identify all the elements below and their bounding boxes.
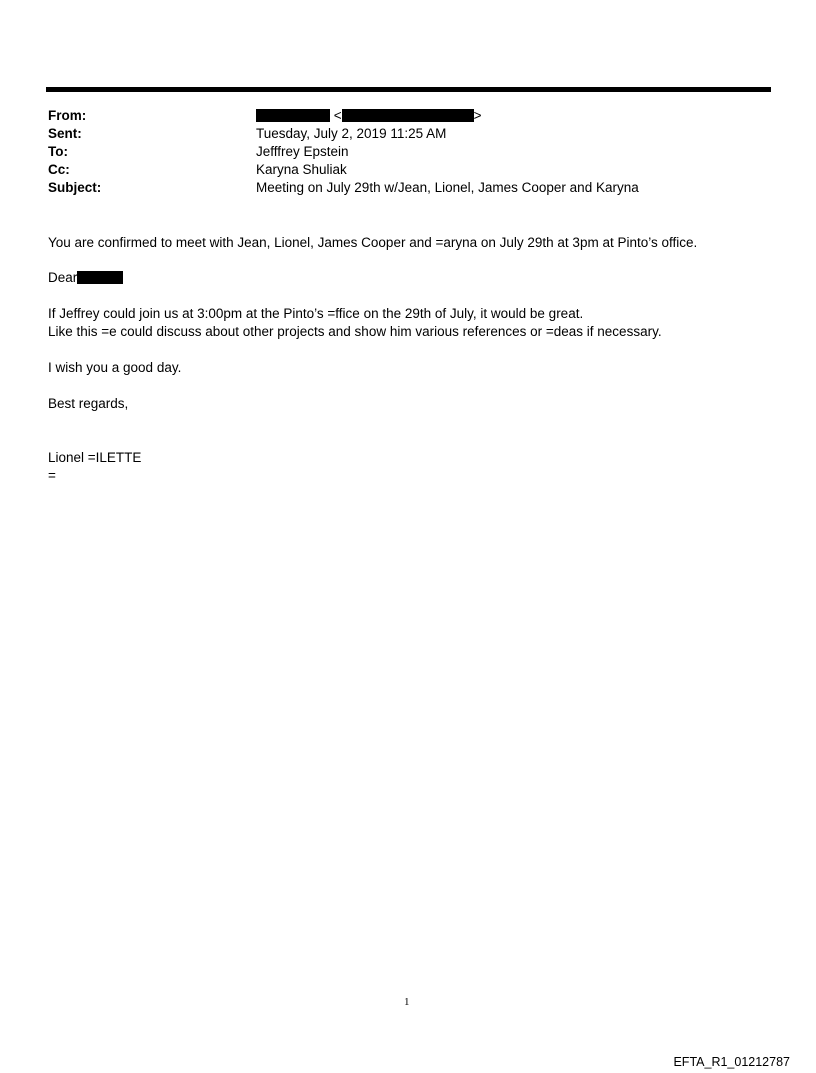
signature-extra: = [48,468,56,483]
subject-label: Subject: [48,180,102,195]
redaction-box [256,109,330,122]
to-label: To: [48,144,68,159]
sent-label: Sent: [48,126,82,141]
cc-value: Karyna Shuliak [256,162,347,177]
redaction-box [342,109,474,122]
sent-value: Tuesday, July 2, 2019 11:25 AM [256,126,447,141]
subject-value: Meeting on July 29th w/Jean, Lionel, James Cooper and Karyna [256,180,639,195]
page-number: 1 [404,996,410,1008]
from-angle-open: < [333,108,342,123]
signature-name: Lionel =ILETTE [48,450,142,465]
from-angle-close: > [473,108,482,123]
cc-label: Cc: [48,162,70,177]
closing: Best regards, [48,396,129,411]
document-id: EFTA_R1_01212787 [673,1055,790,1069]
paragraph-line-2: Like this =e could discuss about other projects and show him various references or =deas if necessary. [48,324,662,339]
salutation [48,269,123,287]
redaction-box [77,271,123,284]
email-header [48,107,768,197]
from-value [256,107,482,125]
confirmation-line: You are confirmed to meet with Jean, Lionel, James Cooper and =aryna on July 29th at 3pm at Pinto’s office. [48,235,698,250]
dear-text: Dear [48,270,78,285]
wish-line: I wish you a good day. [48,360,182,375]
from-label: From: [48,108,87,123]
header-rule [46,87,771,92]
paragraph-line-1: If Jeffrey could join us at 3:00pm at the Pinto’s =ffice on the 29th of July, it would be great. [48,306,584,321]
to-value: Jefffrey Epstein [256,144,349,159]
